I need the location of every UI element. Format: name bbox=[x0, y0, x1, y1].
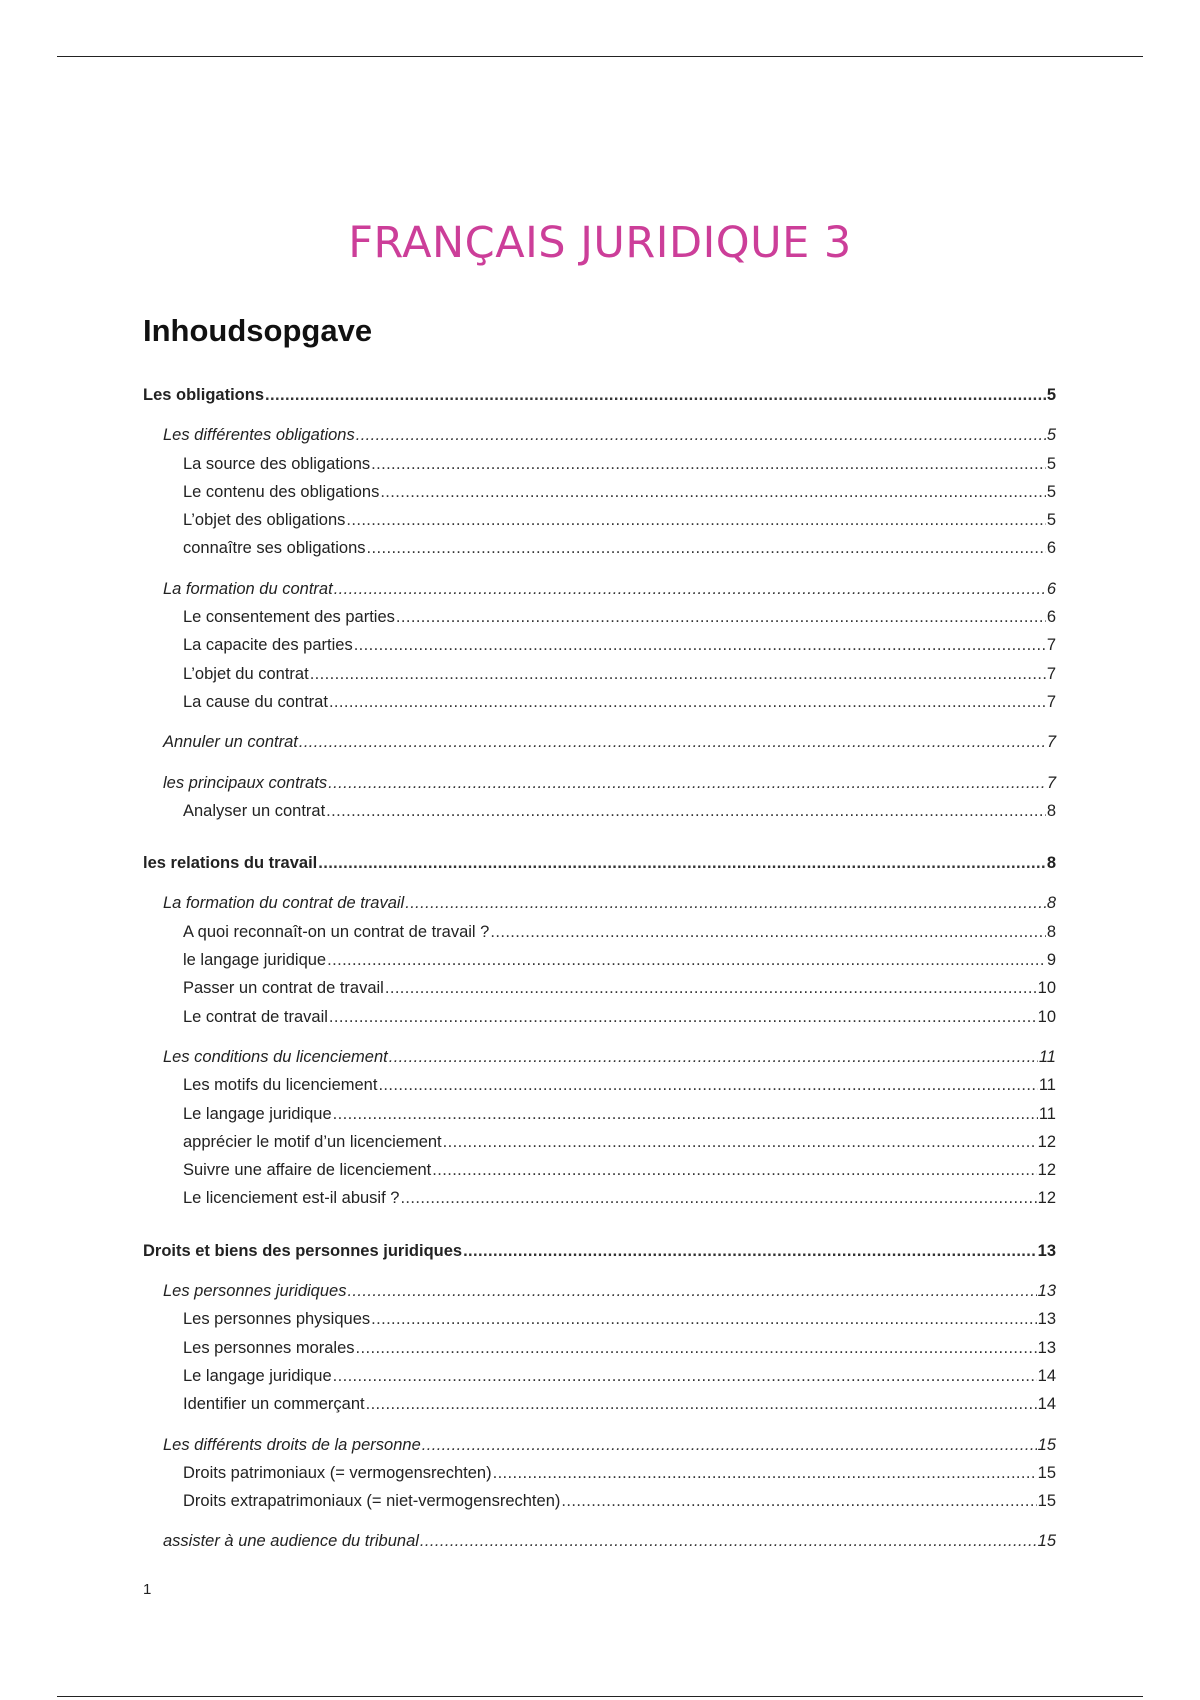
toc-leader-dots bbox=[328, 769, 1046, 797]
toc-leader-dots bbox=[432, 1156, 1036, 1184]
toc-entry[interactable] bbox=[143, 769, 1056, 797]
toc-entry[interactable] bbox=[143, 688, 1056, 716]
toc-leader-dots bbox=[329, 688, 1046, 716]
toc-entry-page: 7 bbox=[1046, 636, 1056, 655]
toc-entry[interactable] bbox=[143, 1431, 1056, 1459]
toc-entry-label: Suivre une affaire de licenciement bbox=[183, 1161, 432, 1180]
toc-leader-dots bbox=[463, 1237, 1037, 1265]
toc-entry-page: 14 bbox=[1037, 1366, 1056, 1385]
toc-entry-label: Les personnes physiques bbox=[183, 1310, 371, 1329]
page-number: 1 bbox=[143, 1581, 152, 1598]
toc-leader-dots bbox=[385, 974, 1037, 1002]
toc-entry[interactable] bbox=[143, 1277, 1056, 1305]
toc-entry[interactable] bbox=[143, 1390, 1056, 1418]
toc-entry[interactable] bbox=[143, 1487, 1056, 1515]
toc-entry[interactable] bbox=[143, 974, 1056, 1002]
toc-entry-page: 13 bbox=[1037, 1310, 1056, 1329]
toc-entry-page: 8 bbox=[1046, 801, 1056, 820]
toc-entry[interactable] bbox=[143, 534, 1056, 562]
toc-entry-page: 15 bbox=[1037, 1532, 1056, 1551]
toc-leader-dots bbox=[347, 1277, 1036, 1305]
toc-entry[interactable] bbox=[143, 1459, 1056, 1487]
toc-entry-page: 6 bbox=[1046, 539, 1056, 558]
toc-leader-dots bbox=[334, 575, 1046, 603]
toc-entry-page: 13 bbox=[1037, 1282, 1056, 1301]
toc-entry[interactable] bbox=[143, 1071, 1056, 1099]
toc-entry-label: Le langage juridique bbox=[183, 1104, 332, 1123]
table-of-contents bbox=[143, 381, 1056, 1556]
toc-entry-label: Les personnes juridiques bbox=[163, 1282, 347, 1301]
toc-entry-page: 13 bbox=[1037, 1338, 1056, 1357]
toc-leader-dots bbox=[389, 1043, 1038, 1071]
toc-leader-dots bbox=[420, 1527, 1037, 1555]
toc-entry-label: Les différentes obligations bbox=[163, 426, 355, 445]
toc-leader-dots bbox=[561, 1487, 1036, 1515]
toc-entry[interactable] bbox=[143, 478, 1056, 506]
toc-entry-page: 7 bbox=[1046, 733, 1056, 752]
toc-entry-label: Le contrat de travail bbox=[183, 1007, 328, 1026]
toc-entry-label: La source des obligations bbox=[183, 454, 371, 473]
toc-entry-label: La capacite des parties bbox=[183, 636, 353, 655]
toc-entry[interactable] bbox=[143, 1043, 1056, 1071]
toc-leader-dots bbox=[367, 534, 1046, 562]
toc-leader-dots bbox=[400, 1184, 1036, 1212]
toc-entry-label: le langage juridique bbox=[183, 951, 327, 970]
toc-entry[interactable] bbox=[143, 1100, 1056, 1128]
toc-leader-dots bbox=[333, 1100, 1038, 1128]
toc-leader-dots bbox=[329, 1003, 1037, 1031]
toc-entry-page: 5 bbox=[1046, 426, 1056, 445]
toc-entry-label: Analyser un contrat bbox=[183, 801, 326, 820]
toc-entry-label: Les conditions du licenciement bbox=[163, 1047, 388, 1066]
toc-entry-page: 7 bbox=[1046, 664, 1056, 683]
toc-entry-label: Les obligations bbox=[143, 386, 265, 404]
toc-entry[interactable] bbox=[143, 1003, 1056, 1031]
toc-entry[interactable] bbox=[143, 1128, 1056, 1156]
toc-entry-page: 10 bbox=[1037, 1007, 1056, 1026]
toc-entry-label: les relations du travail bbox=[143, 854, 318, 873]
toc-entry[interactable] bbox=[143, 918, 1056, 946]
toc-entry-page: 12 bbox=[1037, 1161, 1056, 1180]
toc-entry-label: Droits patrimoniaux (= vermogensrechten) bbox=[183, 1463, 492, 1482]
toc-entry-label: La formation du contrat bbox=[163, 579, 333, 598]
toc-entry-label: Le langage juridique bbox=[183, 1366, 332, 1385]
toc-entry[interactable] bbox=[143, 1334, 1056, 1362]
toc-heading: Inhoudsopgave bbox=[143, 313, 373, 348]
toc-entry[interactable] bbox=[143, 660, 1056, 688]
toc-entry[interactable] bbox=[143, 631, 1056, 659]
toc-entry-label: Le contenu des obligations bbox=[183, 482, 380, 501]
toc-entry-page: 14 bbox=[1037, 1395, 1056, 1414]
toc-leader-dots bbox=[396, 603, 1046, 631]
toc-leader-dots bbox=[318, 849, 1046, 877]
toc-entry-label: Le consentement des parties bbox=[183, 608, 395, 627]
toc-entry-page: 5 bbox=[1046, 511, 1056, 530]
toc-leader-dots bbox=[490, 918, 1045, 946]
toc-entry-label: Passer un contrat de travail bbox=[183, 979, 384, 998]
toc-entry-label: La cause du contrat bbox=[183, 692, 328, 711]
toc-entry-page: 11 bbox=[1038, 1047, 1056, 1066]
toc-entry[interactable] bbox=[143, 1156, 1056, 1184]
toc-entry[interactable] bbox=[143, 1184, 1056, 1212]
toc-entry[interactable] bbox=[143, 728, 1056, 756]
toc-entry-page: 8 bbox=[1046, 854, 1056, 873]
toc-entry-label: Annuler un contrat bbox=[163, 733, 298, 752]
toc-entry-label: Identifier un commerçant bbox=[183, 1395, 365, 1414]
toc-entry-page: 5 bbox=[1046, 386, 1056, 404]
toc-entry-page: 11 bbox=[1038, 1076, 1056, 1095]
toc-entry-label: Les différents droits de la personne bbox=[163, 1435, 421, 1454]
toc-entry-page: 15 bbox=[1037, 1492, 1056, 1511]
toc-entry-label: L’objet des obligations bbox=[183, 511, 346, 530]
toc-entry-page: 6 bbox=[1046, 608, 1056, 627]
toc-leader-dots bbox=[380, 478, 1045, 506]
toc-entry-label: Les motifs du licenciement bbox=[183, 1076, 378, 1095]
toc-leader-dots bbox=[354, 631, 1046, 659]
toc-entry-label: Le licenciement est-il abusif ? bbox=[183, 1189, 400, 1208]
toc-entry[interactable] bbox=[143, 797, 1056, 825]
toc-entry-page: 12 bbox=[1037, 1132, 1056, 1151]
toc-entry-label: Les personnes morales bbox=[183, 1338, 355, 1357]
toc-entry[interactable] bbox=[143, 450, 1056, 478]
toc-leader-dots bbox=[333, 1362, 1037, 1390]
toc-entry-page: 7 bbox=[1046, 773, 1056, 792]
toc-leader-dots bbox=[443, 1128, 1037, 1156]
toc-entry-page: 5 bbox=[1046, 482, 1056, 501]
toc-entry[interactable] bbox=[143, 603, 1056, 631]
header-rule bbox=[57, 56, 1143, 57]
toc-leader-dots bbox=[326, 797, 1046, 825]
toc-leader-dots bbox=[366, 1390, 1037, 1418]
toc-entry[interactable] bbox=[143, 889, 1056, 917]
toc-leader-dots bbox=[356, 1334, 1037, 1362]
toc-entry-label: Droits extrapatrimoniaux (= niet-vermogensrechten) bbox=[183, 1492, 561, 1511]
toc-entry-page: 11 bbox=[1038, 1104, 1056, 1123]
toc-entry-page: 9 bbox=[1046, 951, 1056, 970]
document-title: FRANÇAIS JURIDIQUE 3 bbox=[348, 218, 852, 268]
toc-entry-label: les principaux contrats bbox=[163, 773, 328, 792]
toc-entry-page: 13 bbox=[1037, 1241, 1056, 1260]
toc-leader-dots bbox=[310, 660, 1046, 688]
footer-rule bbox=[57, 1696, 1143, 1697]
toc-entry[interactable] bbox=[143, 381, 1056, 409]
toc-entry[interactable] bbox=[143, 1305, 1056, 1333]
toc-leader-dots bbox=[371, 450, 1046, 478]
toc-entry-label: apprécier le motif d’un licenciement bbox=[183, 1132, 442, 1151]
toc-leader-dots bbox=[346, 506, 1045, 534]
toc-entry-label: La formation du contrat de travail bbox=[163, 894, 405, 913]
toc-entry-page: 8 bbox=[1046, 922, 1056, 941]
toc-entry[interactable] bbox=[143, 1237, 1056, 1265]
toc-entry-label: connaître ses obligations bbox=[183, 539, 366, 558]
toc-leader-dots bbox=[378, 1071, 1037, 1099]
toc-entry-label: A quoi reconnaît-on un contrat de travail ? bbox=[183, 922, 490, 941]
toc-leader-dots bbox=[405, 889, 1046, 917]
toc-entry[interactable] bbox=[143, 575, 1056, 603]
toc-leader-dots bbox=[327, 946, 1046, 974]
toc-entry-page: 6 bbox=[1046, 579, 1056, 598]
toc-entry-page: 10 bbox=[1037, 979, 1056, 998]
toc-entry[interactable] bbox=[143, 849, 1056, 877]
toc-entry-label: L’objet du contrat bbox=[183, 664, 309, 683]
toc-entry-page: 7 bbox=[1046, 692, 1056, 711]
toc-leader-dots bbox=[493, 1459, 1037, 1487]
toc-leader-dots bbox=[299, 728, 1046, 756]
toc-entry-page: 15 bbox=[1037, 1463, 1056, 1482]
toc-entry[interactable] bbox=[143, 1527, 1056, 1555]
toc-leader-dots bbox=[356, 421, 1046, 449]
toc-leader-dots bbox=[422, 1431, 1037, 1459]
toc-entry[interactable] bbox=[143, 1362, 1056, 1390]
toc-leader-dots bbox=[265, 381, 1046, 409]
toc-entry[interactable] bbox=[143, 506, 1056, 534]
toc-entry-page: 5 bbox=[1046, 454, 1056, 473]
toc-leader-dots bbox=[371, 1305, 1037, 1333]
toc-entry-page: 15 bbox=[1037, 1435, 1056, 1454]
toc-entry[interactable] bbox=[143, 421, 1056, 449]
toc-entry-page: 8 bbox=[1046, 894, 1056, 913]
toc-entry-page: 12 bbox=[1037, 1189, 1056, 1208]
toc-entry-label: Droits et biens des personnes juridiques bbox=[143, 1241, 463, 1260]
toc-entry[interactable] bbox=[143, 946, 1056, 974]
toc-entry-label: assister à une audience du tribunal bbox=[163, 1532, 419, 1551]
